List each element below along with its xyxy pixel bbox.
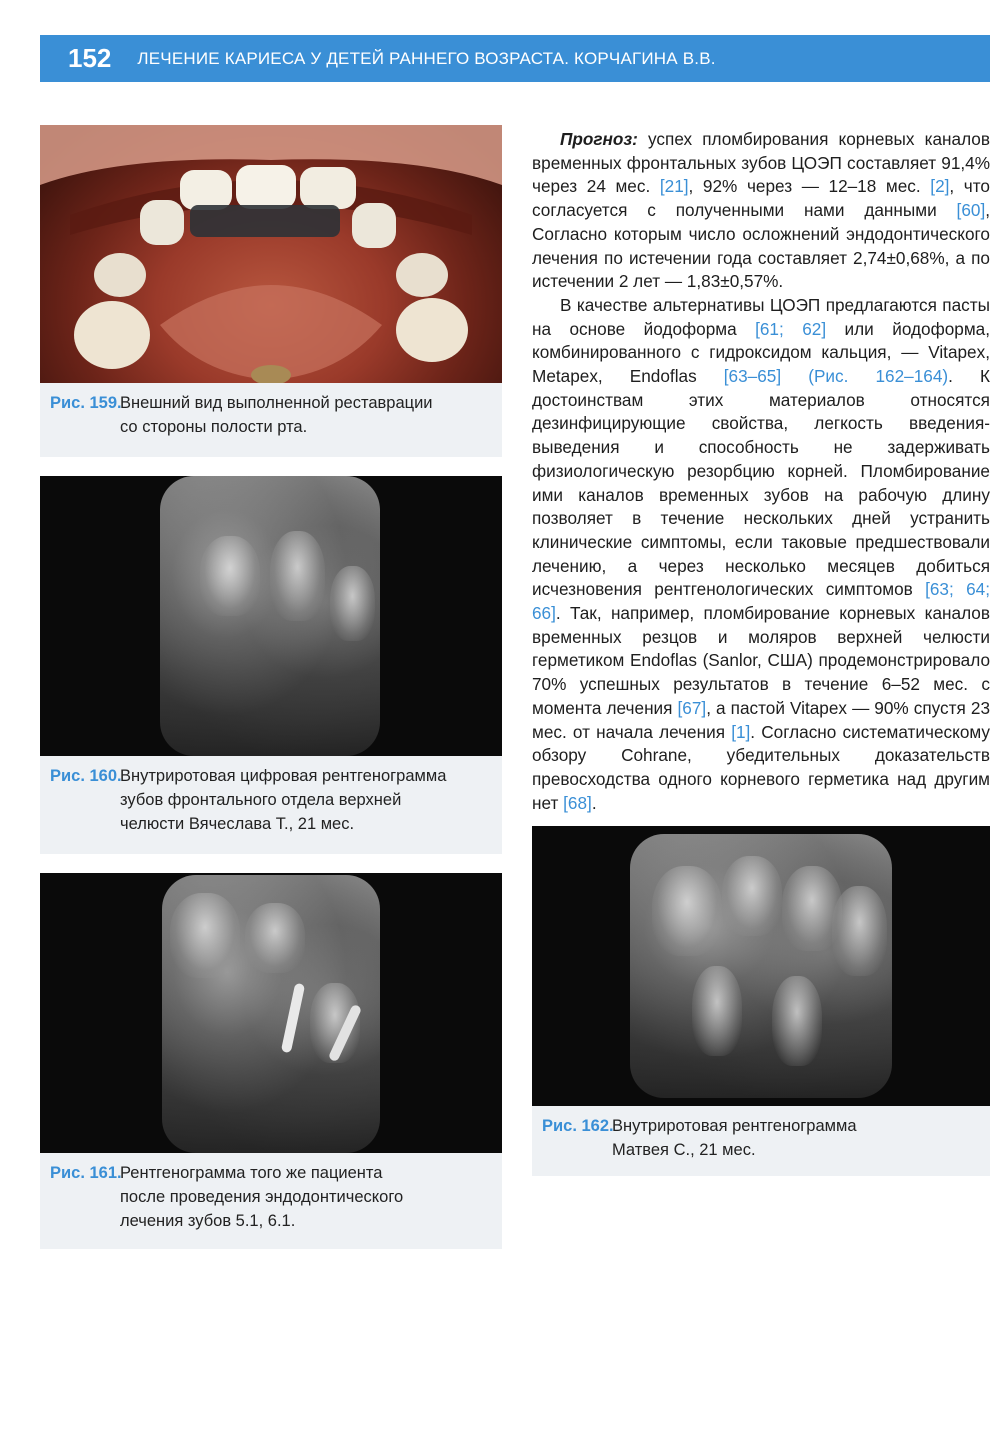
reference-link[interactable]: [68] (563, 792, 592, 813)
caption-line: лечения зубов 5.1, 6.1. (120, 1212, 296, 1230)
tooth-shadow (722, 856, 782, 936)
reference-link[interactable]: [63; 64; 66] (532, 579, 990, 624)
tooth-shadow (652, 866, 722, 956)
xray-image-161 (40, 873, 502, 1153)
reference-link[interactable]: [1] (731, 721, 751, 742)
caption-line: челюсти Вячеслава Т., 21 мес. (120, 815, 355, 833)
caption-line: Рентгенограмма того же пациента (120, 1164, 383, 1182)
figure-160-caption (40, 756, 502, 854)
text-run: , что согласуется с полученными нами данными (532, 176, 990, 221)
text-run: . (591, 792, 597, 813)
figure-reference-link[interactable]: (Рис. 162–164) (808, 366, 949, 387)
text-run: , Согласно которым число осложнений эндодонтического лечения по истечении года составляет 2,74±0,68%, а по истечении 2 лет — 1,83±0,57%. (532, 200, 990, 292)
text-run: или йодоформа, комбинированного с гидроксидом кальция, — Vitapex, Metapex, Endoflas (532, 318, 991, 387)
text-run: , 92% через — 12–18 мес. (688, 176, 931, 197)
text-run: . Согласно систематическому обзору Cohrane, убедительных доказательств превосходства одного корневого герметика над другим нет (532, 721, 990, 813)
figure-159-label: Рис. 159. (50, 394, 122, 412)
tooth-shadow (270, 531, 325, 621)
reference-link[interactable]: [2] (930, 176, 950, 197)
xray-image-160 (40, 476, 502, 756)
text-run: . Так, например, пломбирование корневых каналов временных резцов и моляров верхней челюсти герметиком Endoflas (Sanlor, США) продемонстрировало 70% успешных результатов в течение 6–52 мес. с момента лечения (532, 603, 990, 718)
figure-161-label: Рис. 161. (50, 1164, 122, 1182)
caption-line: после проведения эндодонтического (120, 1188, 404, 1206)
figure-160 (40, 476, 502, 854)
reference-link[interactable]: [67] (677, 697, 707, 718)
reference-link[interactable]: [21] (659, 176, 689, 197)
page-number: 152 (68, 43, 112, 73)
mouth-illustration (40, 125, 502, 383)
tooth-shadow (200, 536, 260, 616)
tooth-shadow (170, 893, 240, 978)
caption-line: со стороны полости рта. (120, 418, 308, 436)
tooth-shadow (772, 976, 822, 1066)
figure-162-label: Рис. 162. (542, 1117, 614, 1135)
caption-line: Внутриротовая цифровая рентгенограмма (120, 767, 447, 785)
figure-159-caption-text (120, 391, 492, 439)
figure-161 (40, 873, 502, 1249)
caption-line: Внешний вид выполненной реставрации (120, 394, 433, 412)
reference-link[interactable]: [63–65] (723, 366, 782, 387)
page-header (40, 35, 990, 82)
text-run: В качестве альтернативы ЦОЭП предлагаются пасты на основе йодоформа (532, 294, 990, 339)
intraoral-photo (40, 125, 502, 383)
figure-161-caption (40, 1153, 502, 1249)
tooth-shadow (832, 886, 887, 976)
text-run: успех пломбирования корневых каналов временных фронтальных зубов ЦОЭП составляет 91,4% через 24 мес. (532, 129, 990, 197)
paragraph-prognosis (532, 128, 990, 294)
caption-line: зубов фронтального отдела верхней (120, 791, 402, 809)
caption-line: Матвея С., 21 мес. (612, 1141, 756, 1159)
figure-159 (40, 125, 502, 457)
running-title: ЛЕЧЕНИЕ КАРИЕСА У ДЕТЕЙ РАННЕГО ВОЗРАСТА. КОРЧАГИНА В.В. (137, 48, 716, 68)
figure-160-label: Рис. 160. (50, 767, 122, 785)
text-run: . К достоинствам этих материалов относятся дезинфицирующие свойства, легкость введения-выведения и способность не задерживать физиологическую резорбцию корней. Пломбирование ими каналов временных зубов на рабочую длину позволяет в течение нескольких дней устранить клинические симптомы, если таковые предшествовали лечению, а через несколько месяцев добиться исчезновения рентгенологических симптомов (532, 366, 990, 600)
prognosis-heading: Прогноз: (560, 129, 638, 149)
reference-link[interactable]: [61; 62] (755, 318, 827, 339)
figure-160-caption-text (120, 764, 492, 836)
figure-159-caption (40, 383, 502, 457)
caption-line: Внутриротовая рентгенограмма (612, 1117, 857, 1135)
figure-162 (532, 826, 990, 1176)
xray-image-162 (532, 826, 990, 1106)
reference-link[interactable]: [60] (956, 200, 986, 221)
article-body (532, 128, 990, 815)
tooth-shadow (330, 566, 375, 641)
text-run: , а пастой Vitapex — 90% спустя 23 мес. от начала лечения (532, 697, 991, 742)
figure-162-caption (532, 1106, 990, 1176)
paragraph-alternatives (532, 294, 990, 815)
tooth-shadow (245, 903, 305, 973)
figure-161-caption-text (120, 1161, 492, 1233)
text-run (781, 366, 808, 386)
tooth-shadow (692, 966, 742, 1056)
figure-162-caption-text (612, 1114, 980, 1162)
